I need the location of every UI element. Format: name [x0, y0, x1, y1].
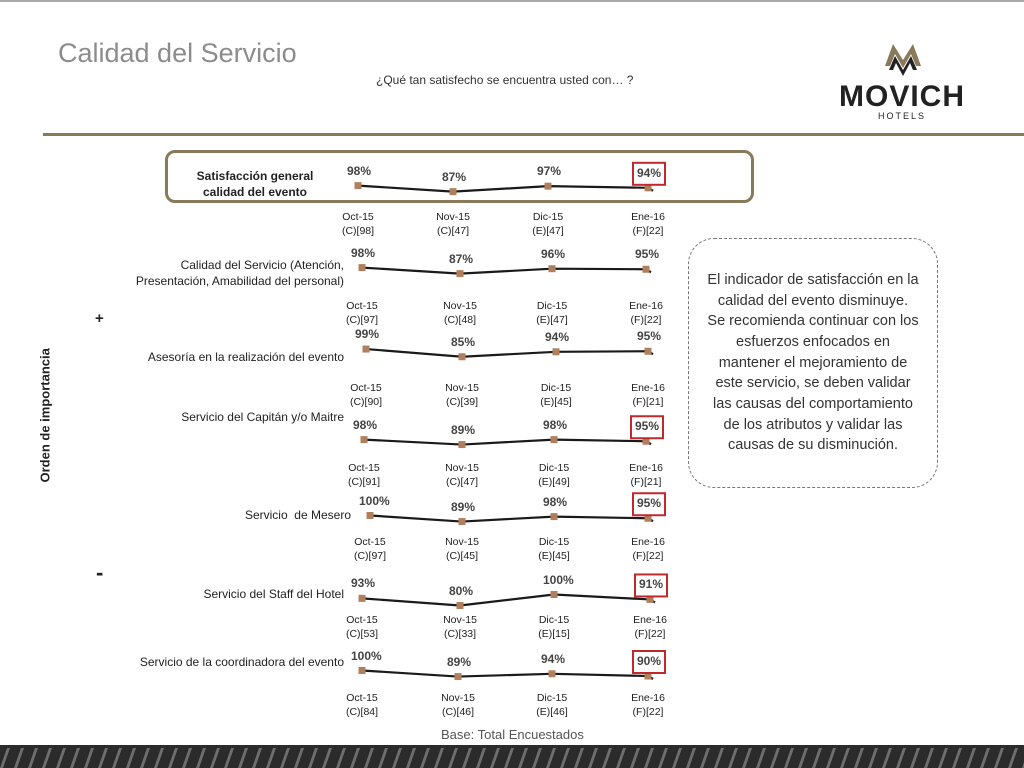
data-point: [359, 264, 366, 271]
data-label: 85%: [451, 334, 476, 349]
data-point: [551, 591, 558, 598]
x-tick-label: Dic-15 (E)[45]: [538, 536, 570, 562]
data-point: [549, 265, 556, 272]
x-tick-label: Ene-16 (F)[22]: [631, 692, 665, 718]
data-point: [551, 513, 558, 520]
data-point: [545, 183, 552, 190]
data-label: 87%: [449, 251, 474, 266]
series-chart-4: [367, 493, 666, 525]
data-label: 80%: [449, 583, 474, 598]
data-point: [459, 518, 466, 525]
series-label: Servicio del Capitán y/o Maitre: [181, 410, 344, 424]
series-line: [362, 595, 655, 606]
data-label: 94%: [541, 651, 566, 666]
data-point: [363, 346, 370, 353]
data-point: [359, 667, 366, 674]
data-label: 98%: [353, 417, 378, 432]
data-label: 95%: [635, 419, 660, 434]
series-line: [366, 349, 653, 357]
data-label: 94%: [637, 165, 662, 180]
series-line: [358, 186, 653, 192]
series-chart-2: [363, 346, 654, 361]
data-point: [645, 348, 652, 355]
x-tick-label: Oct-15 (C)[53]: [345, 614, 379, 640]
x-tick-label: Dic-15 (E)[46]: [536, 692, 568, 718]
x-tick-label: Nov-15 (C)[47]: [445, 462, 479, 488]
data-point: [361, 436, 368, 443]
x-tick-label: Ene-16 (F)[22]: [633, 614, 667, 640]
x-tick-label: Ene-16 (F)[22]: [629, 300, 663, 326]
series-label: Servicio de la coordinadora del evento: [139, 655, 344, 669]
data-label: 89%: [447, 654, 472, 669]
series-chart-3: [361, 416, 664, 448]
series-label: Asesoría en la realización del evento: [147, 350, 344, 364]
data-label: 96%: [541, 246, 566, 261]
data-label: 99%: [355, 327, 380, 342]
axis-plus-marker: +: [95, 310, 104, 327]
x-tick-label: Oct-15 (C)[98]: [341, 211, 375, 237]
y-axis-title: Orden de importancia: [37, 348, 53, 483]
series-line: [370, 516, 653, 522]
data-point: [549, 670, 556, 677]
series-label: Satisfacción general calidad del evento: [196, 169, 314, 199]
data-label: 95%: [635, 247, 660, 262]
x-tick-label: Nov-15 (C)[45]: [445, 536, 479, 562]
logo-wordmark: MOVICH: [839, 80, 965, 113]
data-label: 89%: [451, 422, 476, 437]
data-point: [359, 595, 366, 602]
series-label: Servicio del Staff del Hotel: [203, 587, 344, 601]
data-label: 87%: [442, 169, 467, 184]
x-tick-label: Dic-15 (E)[45]: [540, 382, 572, 408]
data-label: 100%: [359, 493, 390, 508]
highlight-box: [633, 651, 665, 673]
data-label: 98%: [543, 494, 568, 509]
data-point: [459, 441, 466, 448]
x-tick-label: Ene-16 (F)[21]: [629, 462, 663, 488]
x-tick-label: Ene-16 (F)[22]: [631, 211, 665, 237]
data-label: 98%: [351, 245, 376, 260]
page-title: Calidad del Servicio: [58, 38, 297, 68]
series-chart-5: [359, 574, 668, 609]
series-label: Calidad del Servicio (Atención, Presentación, Amabilidad del personal): [135, 258, 344, 288]
x-tick-label: Dic-15 (E)[47]: [536, 300, 568, 326]
x-tick-label: Oct-15 (C)[91]: [347, 462, 381, 488]
series-chart-6: [359, 651, 666, 680]
series-chart-0: [355, 163, 666, 195]
highlight-box: [633, 493, 665, 515]
x-tick-label: Ene-16 (F)[22]: [631, 536, 665, 562]
x-tick-label: Nov-15 (C)[48]: [443, 300, 477, 326]
highlight-box: [633, 163, 665, 185]
series-line: [362, 268, 651, 274]
x-tick-label: Dic-15 (E)[15]: [538, 614, 570, 640]
data-label: 100%: [351, 648, 382, 663]
recommendation-text: El indicador de satisfacción en la calidad del evento disminuye. Se recomienda continuar con los esfuerzos enfocados en mantener el mejoramiento de este servicio, se deben validar las causas del comportamiento de los atributos y validar las causas de su disminución.: [707, 271, 919, 454]
data-point: [450, 188, 457, 195]
recommendation-note: [688, 238, 938, 488]
data-point: [457, 602, 464, 609]
data-label: 89%: [451, 499, 476, 514]
series-label: Servicio de Mesero: [244, 508, 351, 522]
page-subtitle: ¿Qué tan satisfecho se encuentra usted con… ?: [376, 73, 634, 87]
data-label: 91%: [639, 577, 664, 592]
x-tick-label: Oct-15 (C)[84]: [345, 692, 379, 718]
data-point: [455, 673, 462, 680]
data-point: [643, 266, 650, 273]
data-point: [457, 270, 464, 277]
x-tick-label: Oct-15 (C)[97]: [353, 536, 387, 562]
data-label: 97%: [537, 164, 562, 179]
x-tick-label: Ene-16 (F)[21]: [631, 382, 665, 408]
highlight-box: [631, 416, 663, 438]
data-label: 98%: [543, 417, 568, 432]
x-tick-label: Dic-15 (E)[47]: [532, 211, 564, 237]
data-point: [459, 353, 466, 360]
x-tick-label: Oct-15 (C)[90]: [349, 382, 383, 408]
axis-minus-marker: -: [96, 560, 104, 585]
footer-pattern: [0, 745, 1024, 768]
data-point: [355, 182, 362, 189]
x-tick-label: Nov-15 (C)[46]: [441, 692, 475, 718]
data-point: [367, 512, 374, 519]
data-point: [551, 436, 558, 443]
x-tick-label: Dic-15 (E)[49]: [538, 462, 570, 488]
series-line: [364, 440, 651, 445]
series-line: [362, 671, 653, 680]
highlight-box: [635, 574, 667, 596]
base-note: Base: Total Encuestados: [441, 727, 584, 742]
data-label: 93%: [351, 576, 376, 591]
data-label: 95%: [637, 329, 662, 344]
data-point: [553, 348, 560, 355]
x-tick-label: Nov-15 (C)[33]: [443, 614, 477, 640]
series-chart-1: [359, 264, 652, 277]
data-label: 98%: [347, 163, 372, 178]
data-label: 94%: [545, 329, 570, 344]
x-tick-label: Oct-15 (C)[97]: [345, 300, 379, 326]
logo-subtext: HOTELS: [877, 111, 927, 121]
x-tick-label: Nov-15 (C)[47]: [436, 211, 470, 237]
x-tick-label: Nov-15 (C)[39]: [445, 382, 479, 408]
data-label: 100%: [543, 572, 574, 587]
data-label: 95%: [637, 496, 662, 511]
data-label: 90%: [637, 654, 662, 668]
